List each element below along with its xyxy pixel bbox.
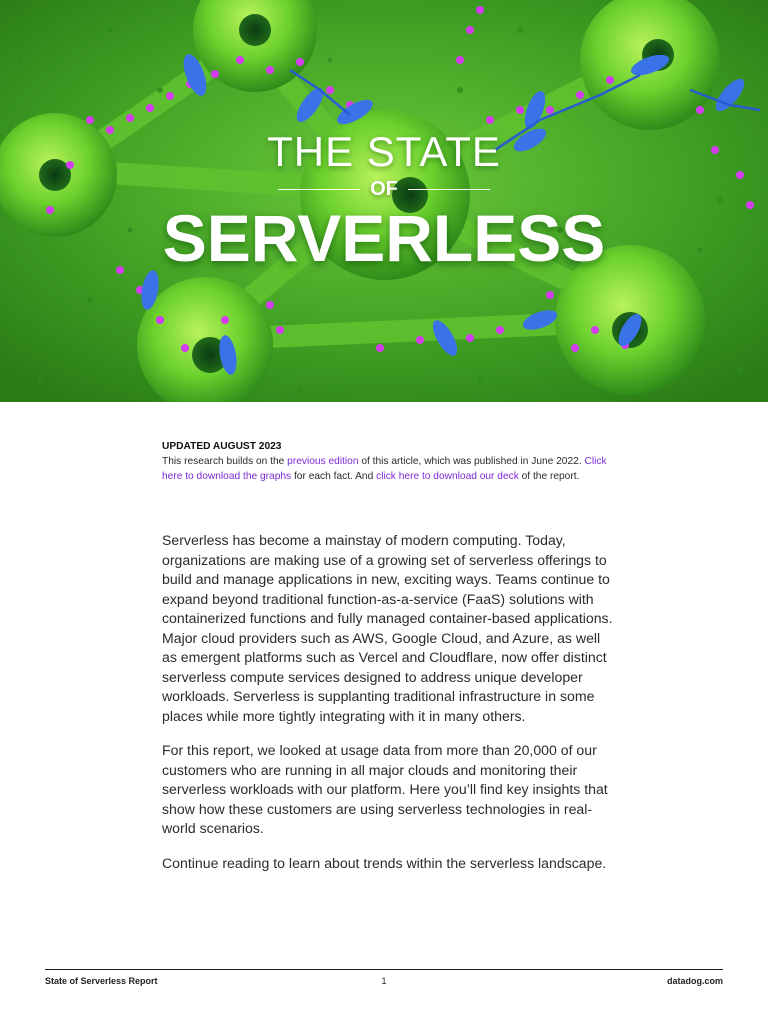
page-footer <box>45 976 723 990</box>
title-of-row <box>0 176 768 202</box>
intro-paragraph-1: Serverless has become a mainstay of modern computing. Today, organizations are making use of a growing set of serverless offerings to build and manage applications in new, exciting ways. Teams continue to expand beyond traditional function-as-a-service (FaaS) solutions with containerized functions and fully managed container-based applications. Major cloud providers such as AWS, Google Cloud, and Azure, as well as emergent platforms such as Vercel and Cloudflare, now offer distinct serverless compute services designed to address unique developer workloads. Serverless is supplanting traditional infrastructure in some places while more tightly integrating with it in many others. <box>162 532 613 724</box>
hero-title <box>0 128 768 274</box>
footer-site: datadog.com <box>666 976 723 986</box>
footer-divider <box>45 969 723 970</box>
hero-banner <box>0 0 768 402</box>
note-text-1: This research builds on the <box>162 456 288 467</box>
updated-date: UPDATED AUGUST 2023 <box>162 441 282 452</box>
intro-paragraph-3: Continue reading to learn about trends within the serverless landscape. <box>162 854 607 871</box>
note-text-2: of this article, which was published in June 2022. <box>358 456 585 467</box>
update-note <box>162 439 612 484</box>
intro-body <box>162 531 614 888</box>
page-number: 1 <box>381 976 387 986</box>
intro-paragraph-2: For this report, we looked at usage data from more than 20,000 of our customers who are running in all major clouds and monitoring their serverless workloads with our platform. Here you’ll find key insights that show how these customers are using serverless technologies in real-world scenarios. <box>162 742 608 836</box>
title-the-state: THE STATE <box>267 128 501 175</box>
note-text-3: for each fact. And <box>291 471 377 482</box>
download-graphs-link[interactable]: Click here to download the graphs <box>162 456 607 482</box>
footer-report-name: State of Serverless Report <box>45 976 158 986</box>
download-deck-link[interactable]: click here to download our deck <box>376 471 519 482</box>
title-serverless: SERVERLESS <box>162 201 606 275</box>
note-text-4: of the report. <box>518 471 580 482</box>
update-note-text <box>162 454 612 484</box>
previous-edition-link[interactable]: previous edition <box>287 456 359 467</box>
title-of: OF <box>370 178 398 200</box>
